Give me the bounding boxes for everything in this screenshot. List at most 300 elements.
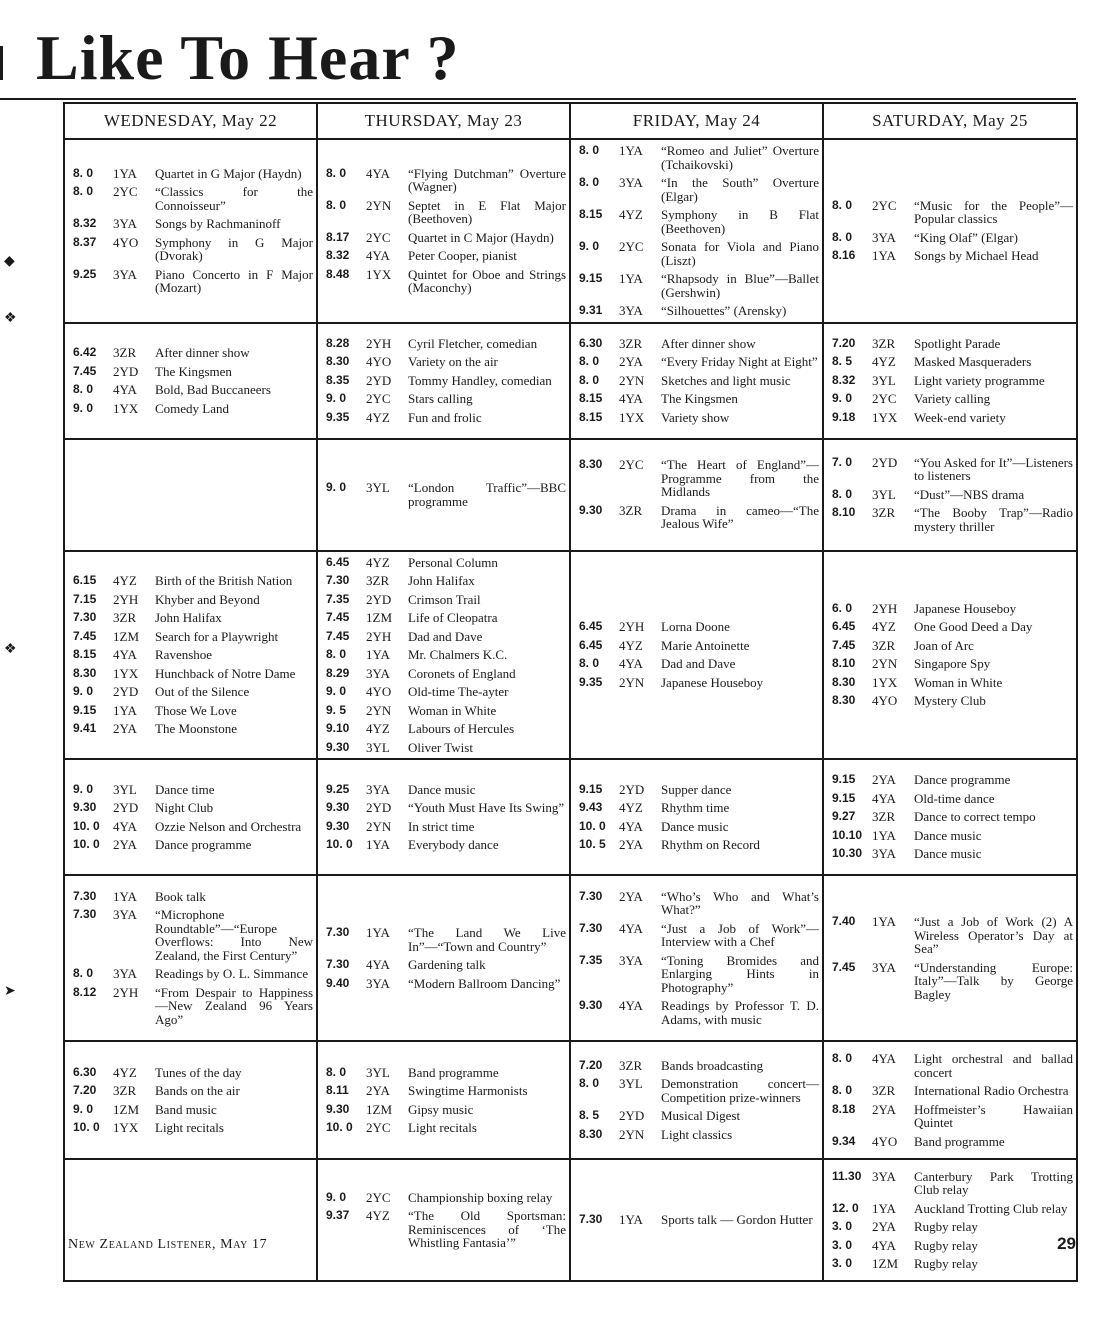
programme-listing bbox=[326, 199, 566, 226]
left-margin-rule bbox=[0, 46, 3, 80]
programme-title: Rugby relay bbox=[914, 1219, 978, 1234]
programme-listing bbox=[73, 783, 313, 797]
station-call-sign: 1YA bbox=[872, 1200, 896, 1216]
programme-title: Khyber and Beyond bbox=[155, 591, 260, 607]
programme-title: Old-time The-ayter bbox=[408, 684, 509, 699]
station-call-sign: 3ZR bbox=[872, 1083, 896, 1098]
programme-title: Sonata for Viola and Piano (Liszt) bbox=[661, 239, 819, 268]
programme-listing bbox=[832, 392, 1073, 406]
programme-title: Life of Cleopatra bbox=[408, 610, 498, 625]
publication-footer: New Zealand Listener, May 17 bbox=[68, 1237, 268, 1252]
broadcast-time: 7.45 bbox=[73, 363, 97, 378]
broadcast-time: 10. 0 bbox=[326, 1120, 353, 1134]
programme-listing bbox=[832, 337, 1073, 351]
programme-title: “Every Friday Night at Eight” bbox=[661, 354, 818, 370]
programme-title: “Classics for the Connoisseur” bbox=[155, 184, 313, 213]
programme-listing bbox=[73, 908, 313, 962]
programme-listing bbox=[579, 954, 819, 995]
programme-title: Everybody dance bbox=[408, 837, 499, 852]
programme-listing bbox=[832, 1052, 1073, 1079]
programme-title: Readings by Professor T. D. Adams, with music bbox=[661, 998, 819, 1027]
programme-title: After dinner show bbox=[661, 335, 756, 351]
programme-listing bbox=[326, 722, 566, 736]
programme-title: Woman in White bbox=[408, 702, 497, 718]
broadcast-time: 9. 0 bbox=[73, 1101, 94, 1116]
broadcast-time: 8.37 bbox=[73, 234, 97, 249]
programme-title: “Microphone Roundtable”—“Europe Overflows: Into New Zealand, the First Century” bbox=[155, 907, 313, 963]
programme-listing bbox=[832, 961, 1073, 1002]
programme-listing bbox=[832, 657, 1073, 671]
broadcast-time: 6.45 bbox=[326, 554, 350, 569]
broadcast-time: 9.30 bbox=[579, 502, 603, 517]
programme-title: Variety calling bbox=[914, 391, 991, 407]
station-call-sign: 1YX bbox=[872, 409, 898, 425]
broadcast-time: 8.10 bbox=[832, 656, 856, 671]
station-call-sign: 1ZM bbox=[113, 1101, 139, 1117]
station-call-sign: 2YH bbox=[619, 619, 645, 635]
station-call-sign: 3ZR bbox=[872, 637, 896, 653]
broadcast-time: 9. 0 bbox=[326, 1189, 347, 1204]
programme-title: Cyril Fletcher, comedian bbox=[408, 335, 538, 351]
station-call-sign: 4YZ bbox=[872, 619, 896, 635]
station-call-sign: 2YD bbox=[366, 591, 392, 607]
schedule-cell-thursday bbox=[317, 439, 570, 551]
station-call-sign: 3YA bbox=[113, 966, 137, 982]
broadcast-time: 3. 0 bbox=[832, 1256, 853, 1270]
station-call-sign: 1ZM bbox=[366, 1101, 392, 1117]
broadcast-time: 8.30 bbox=[832, 693, 856, 708]
programme-listing bbox=[73, 890, 313, 904]
station-call-sign: 2YA bbox=[872, 772, 896, 788]
station-call-sign: 1YA bbox=[619, 143, 643, 158]
programme-title: Coronets of England bbox=[408, 665, 516, 681]
station-call-sign: 3YA bbox=[619, 303, 643, 318]
broadcast-time: 9.30 bbox=[326, 818, 350, 833]
programme-title: Dad and Dave bbox=[661, 656, 736, 672]
station-call-sign: 2YD bbox=[113, 800, 139, 815]
station-call-sign: 4YA bbox=[113, 382, 137, 397]
programme-listing bbox=[832, 506, 1073, 533]
station-call-sign: 2YH bbox=[366, 628, 392, 644]
programme-listing bbox=[579, 922, 819, 949]
broadcast-time: 9.41 bbox=[73, 721, 97, 735]
broadcast-time: 9. 0 bbox=[73, 781, 94, 796]
programme-listing bbox=[73, 236, 313, 263]
programme-listing bbox=[326, 648, 566, 662]
programme-listing bbox=[73, 346, 313, 360]
broadcast-time: 8.30 bbox=[579, 457, 603, 472]
station-call-sign: 2YA bbox=[872, 1101, 896, 1117]
programme-title: Swingtime Harmonists bbox=[408, 1083, 528, 1098]
programme-listing bbox=[326, 574, 566, 588]
programme-title: Musical Digest bbox=[661, 1108, 741, 1124]
programme-listing bbox=[579, 392, 819, 406]
programme-rows bbox=[64, 139, 1077, 1281]
programme-title: Bands broadcasting bbox=[661, 1057, 764, 1073]
programme-title: Book talk bbox=[155, 888, 206, 904]
broadcast-time: 8.32 bbox=[326, 248, 350, 263]
programme-title: “King Olaf” (Elgar) bbox=[914, 229, 1018, 245]
programme-title: Variety show bbox=[661, 409, 730, 425]
station-call-sign: 4YO bbox=[366, 684, 392, 699]
station-call-sign: 3YA bbox=[366, 975, 390, 991]
programme-title: Light classics bbox=[661, 1126, 733, 1142]
broadcast-time: 8.29 bbox=[326, 665, 350, 680]
programme-title: Supper dance bbox=[661, 781, 732, 797]
station-call-sign: 4YZ bbox=[113, 1064, 137, 1080]
station-call-sign: 3YA bbox=[872, 229, 896, 245]
broadcast-time: 8.10 bbox=[832, 505, 856, 520]
programme-title: Hunchback of Notre Dame bbox=[155, 665, 296, 681]
programme-title: “Understanding Europe: Italy”—Talk by George Bagley bbox=[914, 959, 1073, 1002]
broadcast-time: 8. 0 bbox=[73, 966, 94, 981]
schedule-cell-wednesday bbox=[64, 139, 317, 323]
broadcast-time: 7.15 bbox=[73, 591, 97, 606]
programme-listing bbox=[832, 847, 1073, 861]
programme-listing bbox=[832, 249, 1073, 263]
programme-listing bbox=[326, 249, 566, 263]
programme-title: Spotlight Parade bbox=[914, 335, 1001, 351]
programme-title: “Rhapsody in Blue”—Ballet (Gershwin) bbox=[661, 271, 819, 300]
broadcast-time: 8.48 bbox=[326, 266, 350, 281]
station-call-sign: 1YA bbox=[366, 837, 390, 852]
programme-listing bbox=[326, 783, 566, 797]
broadcast-time: 8.12 bbox=[73, 984, 97, 999]
broadcast-time: 6.45 bbox=[579, 637, 603, 652]
broadcast-time: 8. 0 bbox=[326, 165, 347, 180]
schedule-cell-saturday bbox=[823, 1159, 1077, 1281]
programme-listing bbox=[326, 355, 566, 369]
programme-title: Drama in cameo—“The Jealous Wife” bbox=[661, 502, 819, 532]
programme-title: Bands on the air bbox=[155, 1083, 240, 1098]
programme-title: “In the South” Overture (Elgar) bbox=[661, 175, 819, 204]
programme-listing bbox=[326, 337, 566, 351]
broadcast-time: 9.25 bbox=[73, 266, 97, 281]
station-call-sign: 4YA bbox=[619, 818, 643, 834]
day-header-row bbox=[64, 103, 1077, 139]
programme-title: “Just a Job of Work”—Interview with a Chef bbox=[661, 920, 819, 950]
programme-listing bbox=[73, 167, 313, 181]
station-call-sign: 4YZ bbox=[619, 207, 643, 222]
programme-listing bbox=[579, 355, 819, 369]
broadcast-time: 9.15 bbox=[579, 271, 603, 285]
programme-listing bbox=[326, 374, 566, 388]
programme-listing bbox=[832, 915, 1073, 956]
station-call-sign: 4YA bbox=[872, 1237, 896, 1253]
programme-title: Japanese Houseboy bbox=[914, 600, 1017, 616]
programme-listing bbox=[832, 773, 1073, 787]
programme-title: Japanese Houseboy bbox=[661, 674, 764, 690]
programme-listing bbox=[579, 504, 819, 531]
schedule-cell-friday bbox=[570, 875, 823, 1041]
broadcast-time: 8.30 bbox=[73, 665, 97, 680]
programme-title: Tommy Handley, comedian bbox=[408, 372, 552, 388]
station-call-sign: 1YA bbox=[366, 925, 390, 940]
programme-title: “You Asked for It”—Listeners to listeners bbox=[914, 454, 1073, 484]
broadcast-time: 10.30 bbox=[832, 846, 863, 861]
programme-listing bbox=[832, 231, 1073, 245]
day-header-wednesday: WEDNESDAY, May 22 bbox=[64, 103, 317, 139]
broadcast-time: 9.15 bbox=[832, 790, 856, 805]
station-call-sign: 4YZ bbox=[872, 354, 896, 370]
broadcast-time: 8.35 bbox=[326, 372, 350, 387]
programme-title: Variety on the air bbox=[408, 354, 498, 370]
programme-listing bbox=[73, 1121, 313, 1135]
programme-title: “Modern Ballroom Dancing” bbox=[408, 975, 561, 991]
programme-listing bbox=[832, 1170, 1073, 1197]
broadcast-time: 8.15 bbox=[579, 409, 603, 424]
programme-title: The Kingsmen bbox=[661, 391, 738, 407]
broadcast-time: 9.30 bbox=[73, 800, 97, 814]
schedule-cell-thursday bbox=[317, 323, 570, 439]
programme-listing bbox=[579, 1128, 819, 1142]
station-call-sign: 4YA bbox=[872, 790, 896, 806]
broadcast-time: 10. 5 bbox=[579, 837, 606, 851]
station-call-sign: 2YC bbox=[872, 197, 897, 213]
programme-title: “Toning Bromides and Enlarging Hints in Photography” bbox=[661, 952, 819, 995]
broadcast-time: 9.37 bbox=[326, 1208, 350, 1222]
schedule-row bbox=[64, 875, 1077, 1041]
programme-listing bbox=[579, 676, 819, 690]
programme-listing bbox=[73, 722, 313, 736]
station-call-sign: 3ZR bbox=[872, 809, 896, 825]
station-call-sign: 2YC bbox=[366, 1120, 391, 1135]
programme-listing bbox=[579, 1109, 819, 1123]
broadcast-time: 9.35 bbox=[326, 409, 350, 424]
day-header-thursday: THURSDAY, May 23 bbox=[317, 103, 570, 139]
programme-title: Old-time dance bbox=[914, 790, 995, 806]
broadcast-time: 9.34 bbox=[832, 1133, 856, 1148]
schedule-cell-friday bbox=[570, 1041, 823, 1159]
broadcast-time: 6.30 bbox=[73, 1064, 97, 1079]
programme-title: Dance time bbox=[155, 781, 215, 797]
broadcast-time: 8. 0 bbox=[579, 372, 600, 387]
programme-title: Dance programme bbox=[155, 837, 252, 852]
station-call-sign: 3YL bbox=[619, 1076, 643, 1092]
broadcast-time: 8.30 bbox=[832, 674, 856, 689]
station-call-sign: 3YA bbox=[619, 952, 643, 968]
station-call-sign: 4YZ bbox=[366, 409, 390, 425]
broadcast-time: 10. 0 bbox=[73, 818, 100, 833]
programme-title: Ozzie Nelson and Orchestra bbox=[155, 818, 302, 834]
page-number: 29 bbox=[1057, 1234, 1076, 1253]
programme-title: Songs by Rachmaninoff bbox=[155, 216, 281, 232]
station-call-sign: 3ZR bbox=[619, 502, 643, 518]
broadcast-time: 9. 0 bbox=[73, 684, 94, 698]
station-call-sign: 2YD bbox=[872, 454, 898, 470]
station-call-sign: 2YH bbox=[366, 335, 392, 351]
station-call-sign: 4YA bbox=[872, 1051, 896, 1066]
programme-title: Rhythm time bbox=[661, 800, 730, 815]
programme-title: Dance music bbox=[408, 781, 476, 797]
broadcast-time: 7.45 bbox=[326, 610, 350, 624]
station-call-sign: 3YL bbox=[366, 739, 390, 755]
programme-grid bbox=[63, 102, 1078, 1282]
programme-listing bbox=[73, 986, 313, 1027]
programme-title: Search for a Playwright bbox=[155, 628, 279, 644]
station-call-sign: 2YC bbox=[872, 391, 897, 407]
programme-title: Quartet in C Major (Haydn) bbox=[408, 229, 554, 245]
title-rule bbox=[0, 98, 1076, 100]
broadcast-time: 10. 0 bbox=[326, 837, 353, 851]
programme-listing bbox=[326, 231, 566, 245]
programme-title: Gardening talk bbox=[408, 957, 486, 972]
station-call-sign: 2YD bbox=[366, 372, 392, 388]
broadcast-time: 8. 0 bbox=[832, 229, 853, 244]
broadcast-time: 11.30 bbox=[832, 1168, 862, 1183]
station-call-sign: 2YC bbox=[366, 391, 391, 407]
broadcast-time: 7.30 bbox=[326, 925, 350, 939]
broadcast-time: 9.35 bbox=[579, 674, 603, 689]
programme-title: “Dust”—NBS drama bbox=[914, 486, 1025, 502]
broadcast-time: 9. 0 bbox=[326, 480, 347, 494]
programme-title: John Halifax bbox=[155, 610, 222, 625]
programme-title: Symphony in B Flat (Beethoven) bbox=[661, 207, 819, 236]
broadcast-time: 8.16 bbox=[832, 248, 856, 263]
broadcast-time: 8.18 bbox=[832, 1101, 856, 1116]
programme-listing bbox=[326, 268, 566, 295]
broadcast-time: 8. 5 bbox=[579, 1108, 600, 1123]
station-call-sign: 3ZR bbox=[366, 573, 390, 588]
broadcast-time: 6.45 bbox=[832, 619, 856, 634]
programme-listing bbox=[326, 958, 566, 972]
broadcast-time: 8. 0 bbox=[73, 184, 94, 199]
programme-title: The Kingsmen bbox=[155, 363, 232, 379]
station-call-sign: 2YD bbox=[619, 1108, 645, 1124]
programme-title: Rugby relay bbox=[914, 1256, 978, 1271]
broadcast-time: 7.30 bbox=[579, 888, 603, 903]
broadcast-time: 7.45 bbox=[832, 959, 856, 974]
station-call-sign: 2YN bbox=[619, 1126, 645, 1142]
station-call-sign: 1YA bbox=[619, 271, 643, 286]
programme-title: Bold, Bad Buccaneers bbox=[155, 382, 271, 397]
broadcast-time: 8. 0 bbox=[832, 197, 853, 212]
programme-listing bbox=[579, 176, 819, 203]
station-call-sign: 2YD bbox=[113, 363, 139, 379]
programme-title: “The Land We Live In”—“Town and Country” bbox=[408, 925, 566, 954]
broadcast-time: 7.35 bbox=[326, 591, 350, 606]
programme-listing bbox=[579, 208, 819, 235]
programme-title: Those We Love bbox=[155, 702, 237, 718]
broadcast-time: 10. 0 bbox=[73, 1120, 100, 1134]
programme-title: Light recitals bbox=[155, 1120, 224, 1135]
programme-listing bbox=[326, 411, 566, 425]
broadcast-time: 9. 5 bbox=[326, 702, 347, 717]
station-call-sign: 4YZ bbox=[366, 721, 390, 736]
programme-listing bbox=[832, 792, 1073, 806]
broadcast-time: 7.40 bbox=[832, 914, 856, 928]
programme-title: “Youth Must Have Its Swing” bbox=[408, 800, 565, 815]
programme-listing bbox=[579, 783, 819, 797]
broadcast-time: 6. 0 bbox=[832, 600, 853, 615]
programme-listing bbox=[73, 648, 313, 662]
station-call-sign: 4YA bbox=[366, 165, 390, 181]
station-call-sign: 4YZ bbox=[619, 800, 643, 815]
margin-arrow-icon: ❖ bbox=[4, 311, 17, 326]
programme-listing bbox=[579, 820, 819, 834]
programme-title: Marie Antoinette bbox=[661, 637, 750, 653]
programme-title: Tunes of the day bbox=[155, 1064, 242, 1080]
programme-listing bbox=[73, 1084, 313, 1098]
broadcast-time: 9.18 bbox=[832, 409, 856, 424]
programme-title: Out of the Silence bbox=[155, 684, 250, 699]
programme-listing bbox=[579, 1077, 819, 1104]
station-call-sign: 4YA bbox=[366, 248, 390, 264]
broadcast-time: 9. 0 bbox=[326, 684, 347, 698]
programme-title: Quintet for Oboe and Strings (Maconchy) bbox=[408, 266, 566, 296]
station-call-sign: 1YA bbox=[619, 1212, 643, 1228]
programme-listing bbox=[579, 999, 819, 1026]
broadcast-time: 8. 0 bbox=[579, 1076, 600, 1091]
programme-listing bbox=[326, 838, 566, 852]
broadcast-time: 9.40 bbox=[326, 975, 350, 990]
programme-listing bbox=[832, 602, 1073, 616]
programme-listing bbox=[832, 488, 1073, 502]
schedule-cell-friday bbox=[570, 1159, 823, 1281]
broadcast-time: 8. 0 bbox=[832, 1083, 853, 1097]
programme-title: Dance music bbox=[914, 846, 982, 862]
station-call-sign: 1YA bbox=[113, 888, 137, 904]
programme-listing bbox=[326, 167, 566, 194]
programme-listing bbox=[579, 374, 819, 388]
broadcast-time: 8. 0 bbox=[579, 656, 600, 671]
broadcast-time: 9.15 bbox=[73, 702, 97, 717]
station-call-sign: 2YD bbox=[366, 800, 392, 815]
broadcast-time: 8.32 bbox=[832, 372, 856, 387]
station-call-sign: 1ZM bbox=[366, 610, 392, 625]
broadcast-time: 7.45 bbox=[326, 628, 350, 643]
schedule-row bbox=[64, 1159, 1077, 1281]
programme-title: Light orchestral and ballad concert bbox=[914, 1051, 1073, 1080]
programme-title: Light recitals bbox=[408, 1120, 477, 1135]
programme-title: Dance to correct tempo bbox=[914, 809, 1036, 825]
programme-listing bbox=[832, 1220, 1073, 1234]
broadcast-time: 10. 0 bbox=[579, 818, 606, 833]
broadcast-time: 8.30 bbox=[326, 354, 350, 369]
schedule-cell-friday bbox=[570, 551, 823, 760]
programme-title: Labours of Hercules bbox=[408, 721, 515, 736]
programme-title: Night Club bbox=[155, 800, 214, 815]
station-call-sign: 2YA bbox=[366, 1083, 390, 1098]
programme-listing bbox=[73, 383, 313, 397]
programme-listing bbox=[832, 1103, 1073, 1130]
station-call-sign: 4YA bbox=[619, 920, 643, 936]
programme-listing bbox=[326, 741, 566, 755]
programme-title: Week-end variety bbox=[914, 409, 1006, 425]
programme-title: In strict time bbox=[408, 818, 475, 834]
programme-title: Quartet in G Major (Haydn) bbox=[155, 165, 302, 181]
programme-title: The Moonstone bbox=[155, 721, 237, 736]
broadcast-time: 9.30 bbox=[326, 739, 350, 754]
programme-title: Joan of Arc bbox=[914, 637, 974, 653]
programme-listing bbox=[579, 272, 819, 299]
station-call-sign: 3ZR bbox=[113, 1083, 137, 1098]
schedule-row bbox=[64, 551, 1077, 760]
station-call-sign: 2YD bbox=[619, 781, 645, 797]
station-call-sign: 4YA bbox=[619, 656, 643, 672]
programme-title: “The Booby Trap”—Radio mystery thriller bbox=[914, 505, 1073, 534]
station-call-sign: 2YA bbox=[113, 721, 137, 736]
schedule-cell-friday bbox=[570, 323, 823, 439]
broadcast-time: 8.15 bbox=[579, 391, 603, 406]
day-header-saturday: SATURDAY, May 25 bbox=[823, 103, 1077, 139]
programme-listing bbox=[73, 1066, 313, 1080]
station-call-sign: 3YL bbox=[113, 781, 137, 797]
programme-listing bbox=[579, 1213, 819, 1227]
broadcast-time: 9.30 bbox=[579, 998, 603, 1013]
broadcast-time: 7.30 bbox=[326, 957, 350, 971]
programme-title: Woman in White bbox=[914, 674, 1003, 690]
